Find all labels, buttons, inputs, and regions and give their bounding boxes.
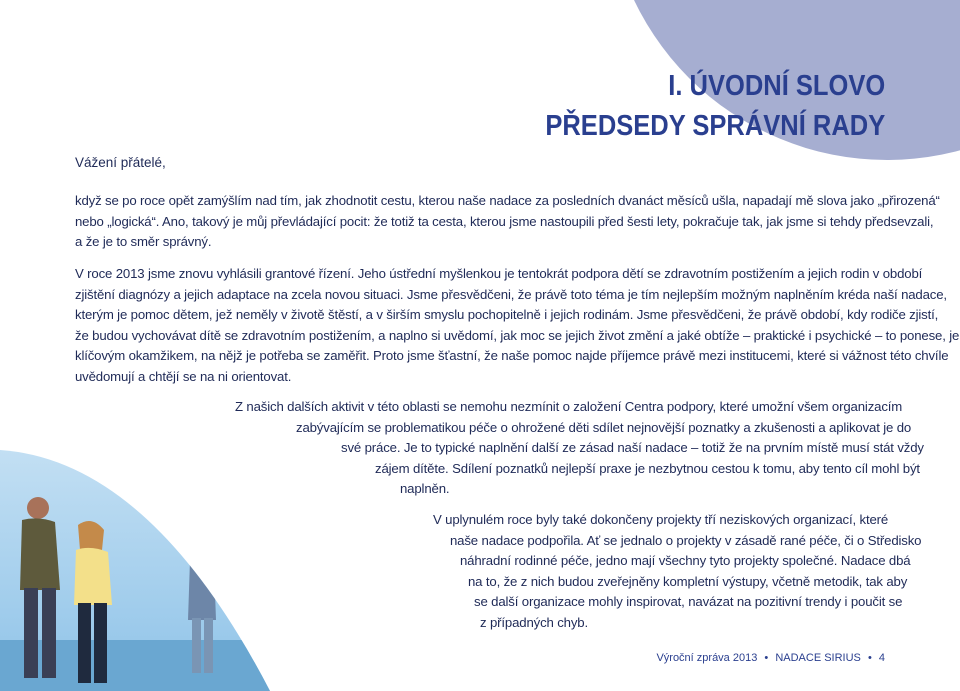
page-number: 4 <box>878 652 885 664</box>
text-line: když se po roce opět zamýšlím nad tím, jak zhodnotit cestu, kterou naše nadace za posledních dvanáct měsíců ušla, napadají mě slova jako „přirozená“ <box>75 193 940 208</box>
text-line: své práce. Je to typické naplnění další ze zásad naší nadace – totiž že na prvním místě musí stát vždy <box>341 440 924 455</box>
text-line: zájem dítěte. Sdílení poznatků nejlepší praxe je nezbytnou cestou k tomu, aby tento cíl mohl být <box>375 460 920 476</box>
text-line: Z našich dalších aktivit v této oblasti se nemohu nezmínit o založení Centra podpory, které umožní všem organizacím <box>235 399 903 414</box>
text-line: kterým je pomoc dětem, jež neměly v životě štěstí, a v širším smyslu pochopitelně i jejich rodinám. Jsme přesvědčeni, že právě období, kdy rodiče zjistí, <box>75 307 939 322</box>
text-line: a že je to směr správný. <box>75 234 212 249</box>
text-line: naplněn. <box>400 481 450 496</box>
page-footer <box>656 652 885 664</box>
text-line: naše nadace podpořila. Ať se jednalo o projekty v zásadě rané péče, či o Středisko <box>450 532 922 548</box>
text-line: V uplynulém roce byly také dokončeny projekty tří neziskových organizací, které <box>433 512 889 527</box>
text-line: V roce 2013 jsme znovu vyhlásili grantové řízení. Jeho ústřední myšlenkou je tentokrát podpora dětí se zdravotním postižením a jejich rodin v období <box>75 266 923 281</box>
footer-separator: • <box>867 652 872 664</box>
paragraph-4 <box>75 510 922 633</box>
text-line: z případných chyb. <box>480 614 588 630</box>
text-line: klíčovým okamžikem, na nějž je potřeba se zaměřit. Proto jsme šťastní, že naše pomoc najde příjemce právě mezi institucemi, které si vážnost této chvíle <box>75 348 949 363</box>
text-line: náhradní rodinné péče, jedno mají všechny tyto projekty společné. Nadace dbá <box>460 553 911 568</box>
title-line-2: PŘEDSEDY SPRÁVNÍ RADY <box>545 110 885 142</box>
page-title <box>545 66 885 146</box>
title-line-1: I. ÚVODNÍ SLOVO <box>668 70 885 102</box>
text-line: že budou vychovávat dítě se zdravotním postižením, a naplno si uvědomí, jak moc se jejich život změní a jaké obtíže – praktické i psychické – to ponese, je <box>75 327 960 343</box>
paragraph-3 <box>75 397 924 500</box>
paragraph-1 <box>75 191 940 253</box>
footer-separator: • <box>764 652 769 664</box>
footer-foundation: NADACE SIRIUS <box>775 652 861 664</box>
text-line: na to, že z nich budou zveřejněny kompletní výstupy, včetně metodik, tak aby <box>468 573 908 589</box>
text-line: nebo „logická“. Ano, takový je můj převládající pocit: že totiž ta cesta, kterou jsme nastoupili před šesti lety, pokračuje tak, jak jsme si tehdy předsevzali, <box>75 213 934 229</box>
text-line: zabývajícím se problematikou péče o ohrožené děti sdílet nejnovější poznatky a zkušenosti a aplikovat je do <box>296 419 912 435</box>
text-line: se další organizace mohly inspirovat, navázat na pozitivní trendy i poučit se <box>474 594 903 609</box>
paragraph-2 <box>75 264 960 387</box>
footer-report: Výroční zpráva 2013 <box>656 652 758 664</box>
greeting: Vážení přátelé, <box>75 155 166 170</box>
text-line: uvědomují a chtějí se na ni orientovat. <box>75 368 292 384</box>
text-line: zjištění diagnózy a jejich adaptace na zcela novou situaci. Jsme přesvědčeni, že právě toto téma je tím nejlepším možným naplněním kréda naší nadace, <box>75 286 947 302</box>
